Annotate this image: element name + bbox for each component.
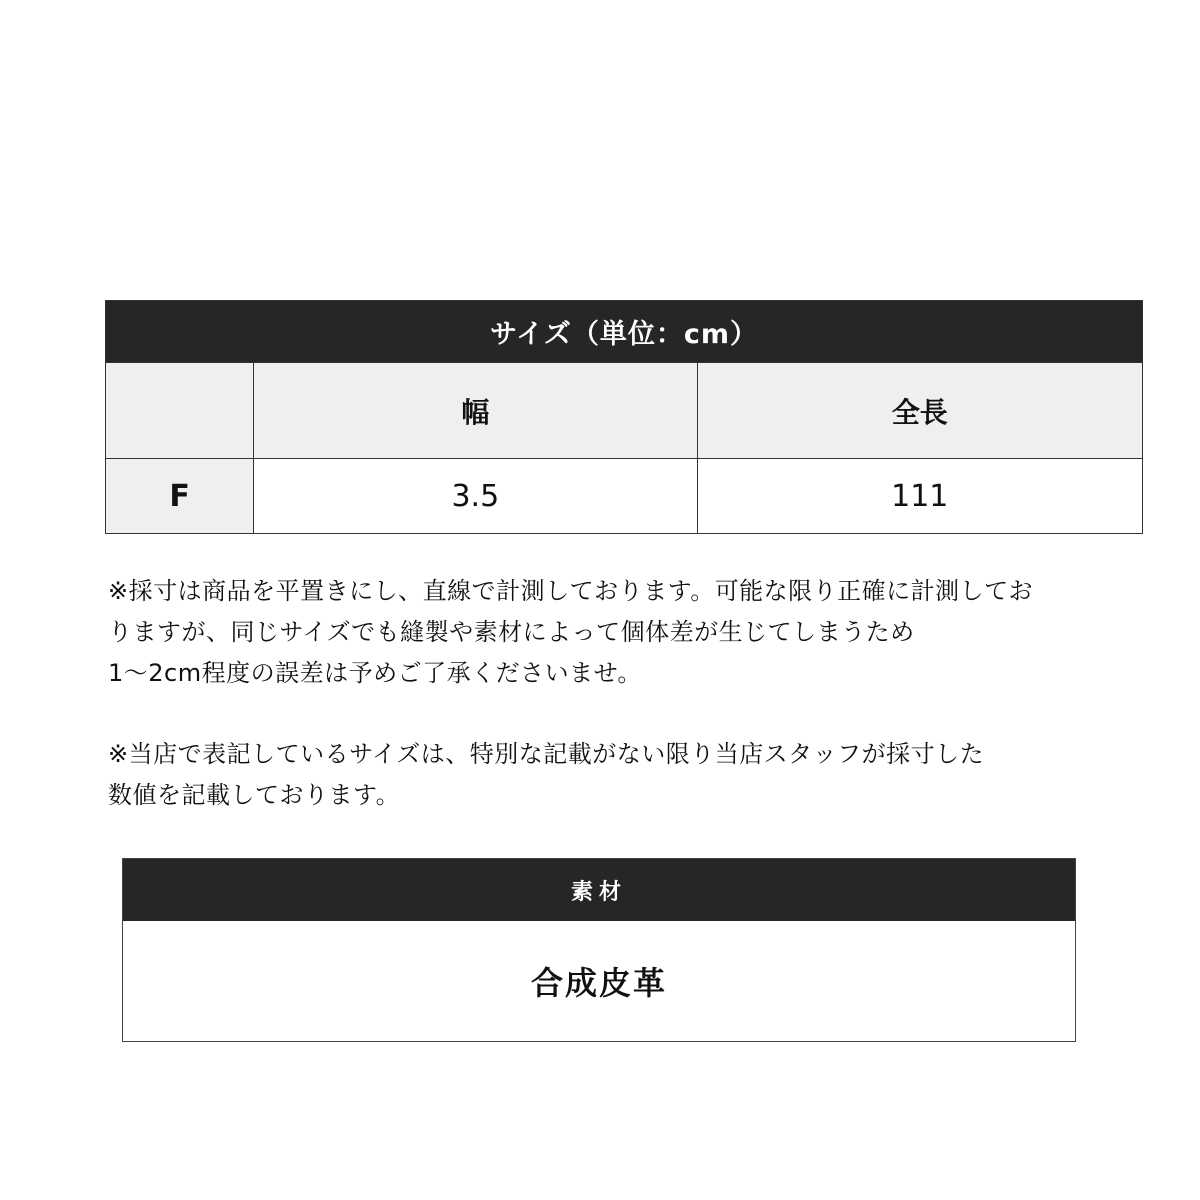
material-header: 素材	[123, 859, 1075, 921]
size-table	[105, 300, 1143, 534]
row-label-size: F	[106, 459, 254, 534]
staff-measurement-note	[108, 734, 1148, 816]
table-row	[106, 459, 1143, 534]
material-box	[122, 858, 1076, 1042]
cell-width-value: 3.5	[254, 459, 697, 534]
size-table-corner-cell	[106, 363, 254, 459]
measurement-note-line: りますが、同じサイズでも縫製や素材によって個体差が生じてしまうため	[108, 618, 915, 646]
measurement-note	[108, 571, 1148, 694]
measurement-note-line: ※採寸は商品を平置きにし、直線で計測しております。可能な限り正確に計測してお	[108, 577, 1034, 605]
staff-note-line: ※当店で表記しているサイズは、特別な記載がない限り当店スタッフが採寸した	[108, 740, 985, 768]
cell-total-length-value: 111	[697, 459, 1142, 534]
size-table-title: サイズ（単位：cm）	[106, 301, 1143, 363]
column-header-total-length: 全長	[697, 363, 1142, 459]
size-table-title-row	[106, 301, 1143, 363]
material-value: 合成皮革	[123, 921, 1075, 1041]
column-header-width: 幅	[254, 363, 697, 459]
size-table-header-row	[106, 363, 1143, 459]
measurement-note-line: 1～2cm程度の誤差は予めご了承くださいませ。	[108, 659, 642, 687]
staff-note-line: 数値を記載しております。	[108, 781, 401, 809]
